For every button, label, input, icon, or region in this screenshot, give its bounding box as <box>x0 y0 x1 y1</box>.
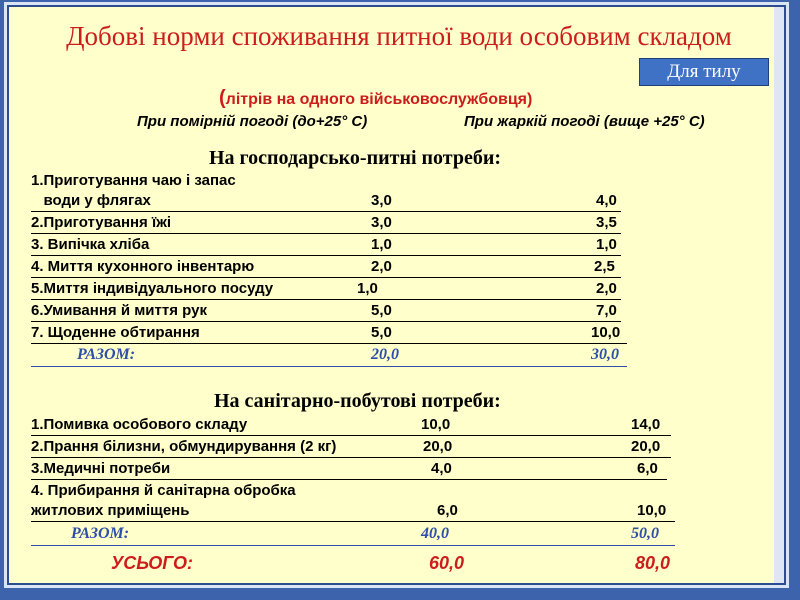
row-value-moderate: 20,0 <box>423 438 453 455</box>
row-value-hot: 3,5 <box>596 214 617 231</box>
table-row <box>31 235 621 256</box>
grand-total-moderate: 60,0 <box>429 553 465 573</box>
row-value-moderate: 2,0 <box>371 258 392 275</box>
row-value-hot: 2,5 <box>594 258 615 275</box>
table-row <box>31 257 621 278</box>
row-value-hot: 4,0 <box>596 192 617 209</box>
table-row <box>31 323 627 344</box>
table-row <box>31 459 667 480</box>
total-value-moderate: 20,0 <box>371 346 399 363</box>
row-value-moderate: 1,0 <box>371 236 392 253</box>
for-rear-button[interactable]: Для тилу <box>639 58 769 86</box>
side-rail <box>774 7 784 583</box>
section2-total-row <box>31 523 675 546</box>
row-label: води у флягах <box>31 192 151 209</box>
row-label: 3.Медичні потреби <box>31 460 171 477</box>
table-row <box>31 301 621 322</box>
table-row <box>31 415 671 436</box>
row-value-moderate: 3,0 <box>371 214 392 231</box>
table-row <box>31 191 621 212</box>
row-value-moderate: 4,0 <box>431 460 452 477</box>
table-row <box>31 279 621 300</box>
total-value-hot: 50,0 <box>631 525 659 542</box>
row-value-moderate: 6,0 <box>437 502 458 519</box>
row-value-hot: 10,0 <box>591 324 621 341</box>
total-value-hot: 30,0 <box>591 346 619 363</box>
row-value-moderate: 5,0 <box>371 302 392 319</box>
row-value-hot: 2,0 <box>596 280 617 297</box>
row-label: 6.Умивання й миття рук <box>31 302 207 319</box>
table-row <box>31 437 671 458</box>
subtitle <box>219 87 532 110</box>
row-value-moderate: 10,0 <box>421 416 451 433</box>
subtitle-paren-close: ) <box>527 91 533 108</box>
total-label: РАЗОМ: <box>77 346 136 363</box>
row-value-moderate: 3,0 <box>371 192 392 209</box>
row-value-hot: 10,0 <box>637 502 667 519</box>
slide-title: Добові норми споживання питної води особовим складом <box>66 21 732 51</box>
row-value-hot: 6,0 <box>637 460 658 477</box>
row-value-moderate: 5,0 <box>371 324 392 341</box>
row-label: 3. Випічка хліба <box>31 236 150 253</box>
table-row <box>31 213 621 234</box>
condition-moderate: При помірній погоді (до+25° С) <box>137 113 368 130</box>
row-label: 2.Приготування їжі <box>31 214 172 231</box>
section2-heading: На санітарно-побутові потреби: <box>214 390 501 412</box>
row-label: 5.Миття індивідуального посуду <box>31 280 274 297</box>
section1-heading: На господарсько-питні потреби: <box>209 147 502 169</box>
row-label: 2.Прання білизни, обмундирування (2 кг) <box>31 438 337 455</box>
row-label: житлових приміщень <box>31 502 190 519</box>
condition-hot: При жаркій погоді (вище +25° С) <box>464 113 705 130</box>
row-label: 4. Миття кухонного інвентарю <box>31 258 255 275</box>
grand-total-hot: 80,0 <box>635 553 671 573</box>
subtitle-text: літрів на одного військовослужбовця <box>225 91 528 108</box>
slide-frame <box>7 5 786 585</box>
subtitle-paren-open: ( <box>219 87 226 109</box>
section1-total-row <box>31 344 627 367</box>
grand-total-row <box>31 551 691 575</box>
section2-item4-line1: 4. Прибирання й санітарна обробка <box>31 482 296 499</box>
row-value-hot: 14,0 <box>631 416 661 433</box>
row-value-hot: 7,0 <box>596 302 617 319</box>
grand-total-label: УСЬОГО: <box>111 553 194 573</box>
total-label: РАЗОМ: <box>71 525 130 542</box>
section1-item1-line1: 1.Приготування чаю і запас <box>31 172 236 189</box>
row-label: 7. Щоденне обтирання <box>31 324 200 341</box>
total-value-moderate: 40,0 <box>421 525 449 542</box>
row-label: 1.Помивка особового складу <box>31 416 248 433</box>
row-value-hot: 20,0 <box>631 438 661 455</box>
row-value-hot: 1,0 <box>596 236 617 253</box>
table-row <box>31 501 675 522</box>
row-value-moderate: 1,0 <box>357 280 378 297</box>
